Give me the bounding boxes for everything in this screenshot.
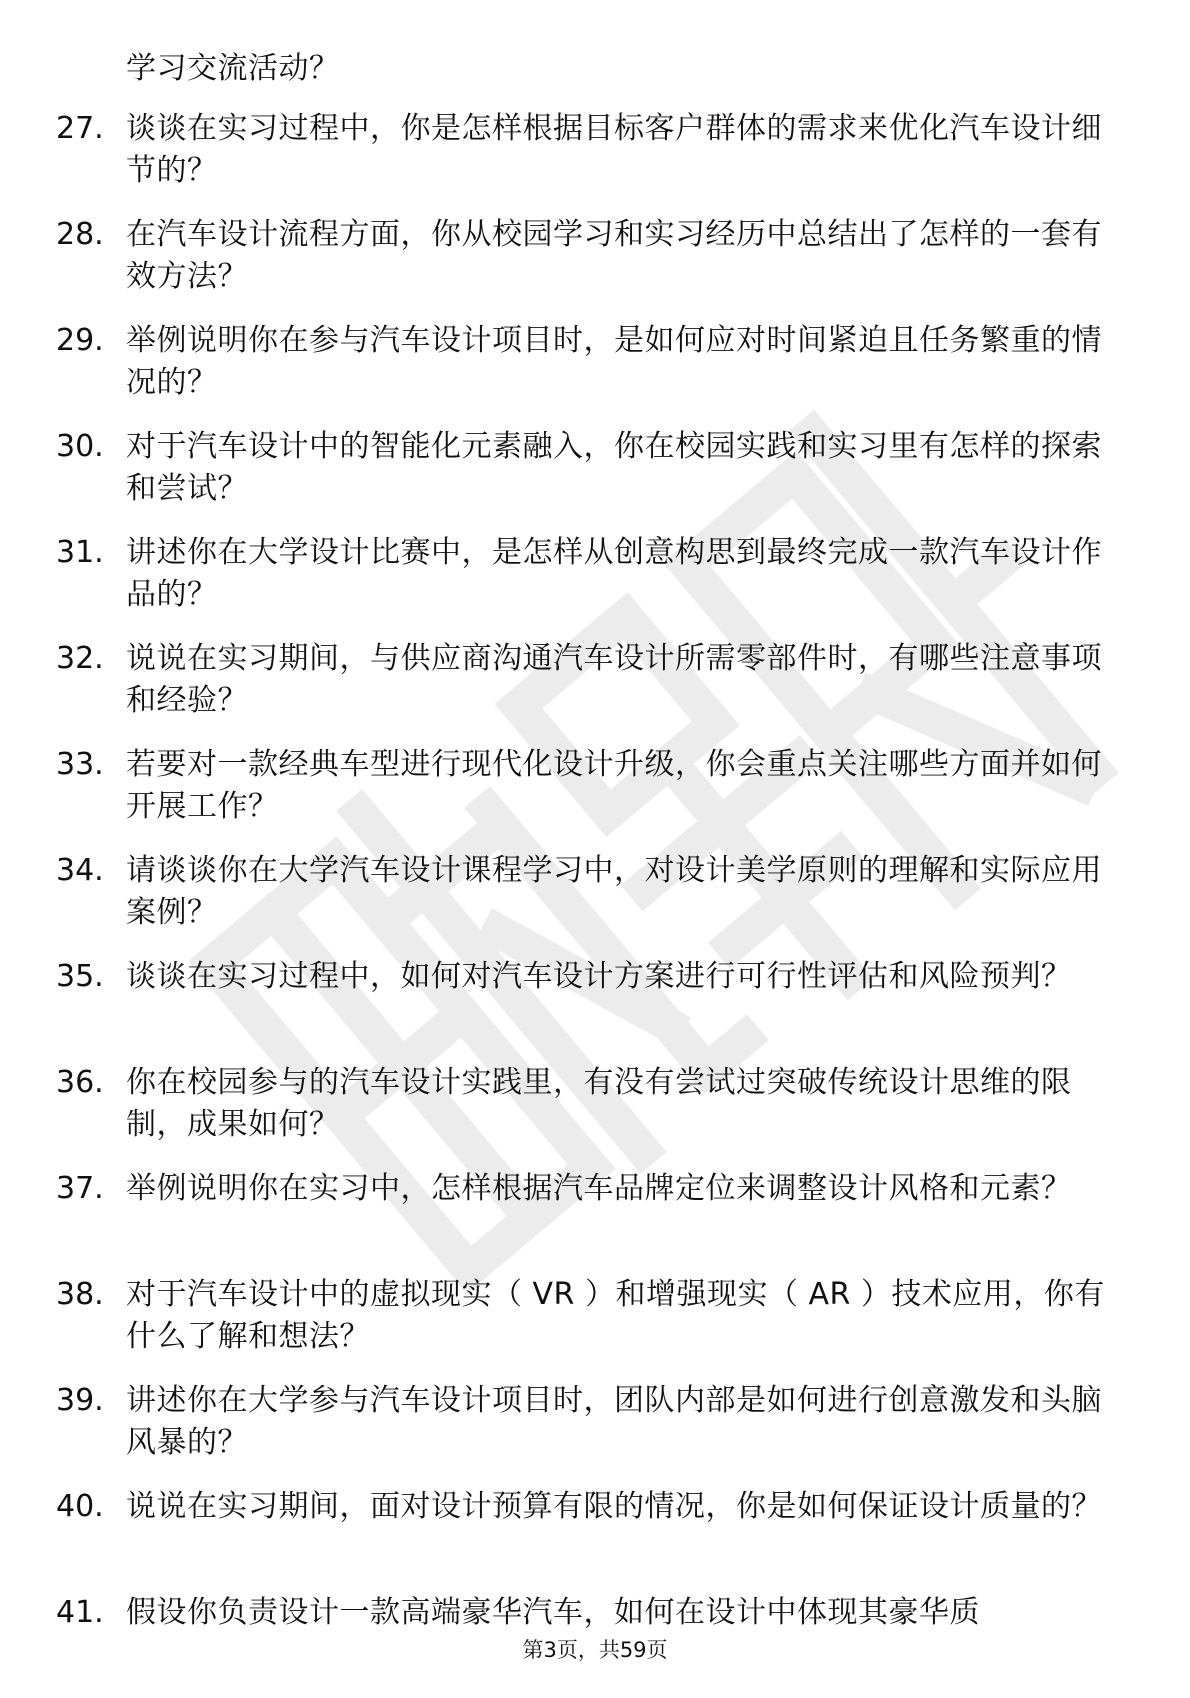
question-text: 若要对一款经典车型进行现代化设计升级，你会重点关注哪些方面并如何开展工作？ (126, 747, 1102, 824)
list-item (56, 1168, 1116, 1274)
question-number: 27. (56, 111, 104, 146)
list-item (56, 956, 1116, 1062)
question-number: 32. (56, 641, 104, 676)
question-text: 举例说明你在参与汽车设计项目时，是如何应对时间紧迫且任务繁重的情况的？ (126, 323, 1102, 400)
question-number: 37. (56, 1171, 104, 1206)
continuation-text: 学习交流活动？ (126, 51, 340, 86)
question-list (56, 108, 1116, 1698)
question-text: 讲述你在大学设计比赛中，是怎样从创意构思到最终完成一款汽车设计作品的？ (126, 535, 1102, 612)
list-item (56, 532, 1116, 638)
question-number: 39. (56, 1383, 104, 1418)
list-item (56, 638, 1116, 744)
question-text: 谈谈在实习过程中，如何对汽车设计方案进行可行性评估和风险预判？ (126, 959, 1072, 994)
question-number: 40. (56, 1489, 104, 1524)
question-text: 举例说明你在实习中，怎样根据汽车品牌定位来调整设计风格和元素？ (126, 1171, 1072, 1206)
list-item (56, 214, 1116, 320)
list-item (56, 320, 1116, 426)
question-number: 30. (56, 429, 104, 464)
question-text: 讲述你在大学参与汽车设计项目时，团队内部是如何进行创意激发和头脑风暴的？ (126, 1383, 1102, 1460)
question-number: 36. (56, 1065, 104, 1100)
question-text: 你在校园参与的汽车设计实践里，有没有尝试过突破传统设计思维的限制，成果如何？ (126, 1065, 1072, 1142)
list-item (56, 108, 1116, 214)
question-number: 28. (56, 217, 104, 252)
question-text: 对于汽车设计中的智能化元素融入，你在校园实践和实习里有怎样的探索和尝试？ (126, 429, 1102, 506)
question-text: 说说在实习期间，与供应商沟通汽车设计所需零部件时，有哪些注意事项和经验？ (126, 641, 1102, 718)
question-text: 在汽车设计流程方面，你从校园学习和实习经历中总结出了怎样的一套有效方法？ (126, 217, 1102, 294)
page-footer: 第3页，共59页 (522, 1638, 668, 1662)
list-item (56, 1486, 1116, 1592)
question-text: 对于汽车设计中的虚拟现实（ VR ）和增强现实（ AR ）技术应用，你有什么了解和想法？ (126, 1277, 1105, 1354)
question-number: 29. (56, 323, 104, 358)
question-text: 说说在实习期间，面对设计预算有限的情况，你是如何保证设计质量的？ (126, 1489, 1102, 1524)
question-text: 谈谈在实习过程中，你是怎样根据目标客户群体的需求来优化汽车设计细节的？ (126, 111, 1102, 188)
list-item (56, 744, 1116, 850)
list-item (56, 1274, 1116, 1380)
list-item (56, 850, 1116, 956)
question-number: 33. (56, 747, 104, 782)
list-item (56, 426, 1116, 532)
question-number: 34. (56, 853, 104, 888)
list-item (56, 1062, 1116, 1168)
list-item (56, 1380, 1116, 1486)
question-number: 35. (56, 959, 104, 994)
question-text: 请谈谈你在大学汽车设计课程学习中，对设计美学原则的理解和实际应用案例？ (126, 853, 1102, 930)
question-text: 假设你负责设计一款高端豪华汽车，如何在设计中体现其豪华质 (126, 1595, 980, 1630)
question-number: 38. (56, 1277, 104, 1312)
question-number: 41. (56, 1595, 104, 1630)
question-number: 31. (56, 535, 104, 570)
